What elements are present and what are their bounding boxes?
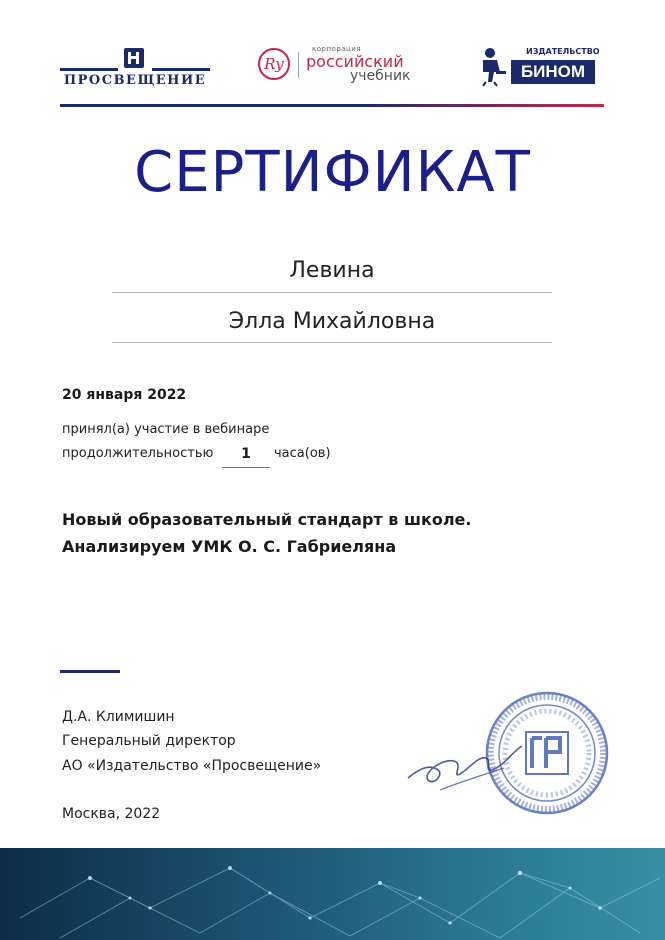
- signature-accent-rule: [60, 670, 120, 673]
- ru-emblem-icon: Ry: [258, 48, 290, 80]
- hours-underline: [222, 467, 270, 468]
- header-divider: [60, 104, 604, 107]
- ru-wordmark-line2: учебник: [350, 68, 411, 84]
- logo-rule-left: [60, 68, 118, 71]
- participation-text: принял(а) участие в вебинаре: [62, 422, 270, 437]
- webinar-title: [62, 506, 622, 560]
- certificate-title: СЕРТИФИКАТ: [134, 140, 531, 205]
- signatory-position: Генеральный директор: [62, 733, 236, 749]
- place-and-year: Москва, 2022: [62, 806, 161, 822]
- recipient-last-name: Левина: [289, 258, 375, 283]
- recipient-first-middle-name: Элла Михайловна: [228, 309, 436, 334]
- webinar-title-line1: Новый образовательный стандарт в школе.: [62, 510, 472, 529]
- prosveshchenie-emblem-icon: [123, 46, 145, 70]
- binom-logo: [478, 44, 606, 90]
- logo-separator: [298, 52, 299, 78]
- duration-hours: 1: [241, 446, 251, 462]
- binom-wordmark: БИНОМ: [511, 60, 595, 84]
- duration-label: продолжительностью: [62, 446, 214, 461]
- name-underline-2: [112, 342, 552, 343]
- russian-textbook-logo: [258, 46, 438, 86]
- signatory-company: АО «Издательство «Просвещение»: [62, 758, 322, 774]
- prosveshchenie-logo: [60, 46, 210, 90]
- ru-corporation-label: корпорация: [312, 45, 362, 53]
- event-date: 20 января 2022: [62, 387, 187, 403]
- hours-unit: часа(ов): [274, 446, 331, 461]
- ru-wordmark-line1: российский: [306, 52, 404, 71]
- handwritten-signature-icon: [400, 716, 530, 796]
- webinar-title-line2: Анализируем УМК О. С. Габриеляна: [62, 537, 397, 556]
- footer-network-pattern: [0, 848, 665, 940]
- signatory-name: Д.А. Климишин: [62, 709, 175, 725]
- prosveshchenie-wordmark: ПРОСВЕЩЕНИЕ: [63, 73, 207, 88]
- seated-figure-icon: [478, 47, 508, 87]
- logo-rule-right: [152, 68, 210, 71]
- binom-publisher-label: ИЗДАТЕЛЬСТВО: [526, 47, 600, 56]
- name-underline-1: [112, 292, 552, 293]
